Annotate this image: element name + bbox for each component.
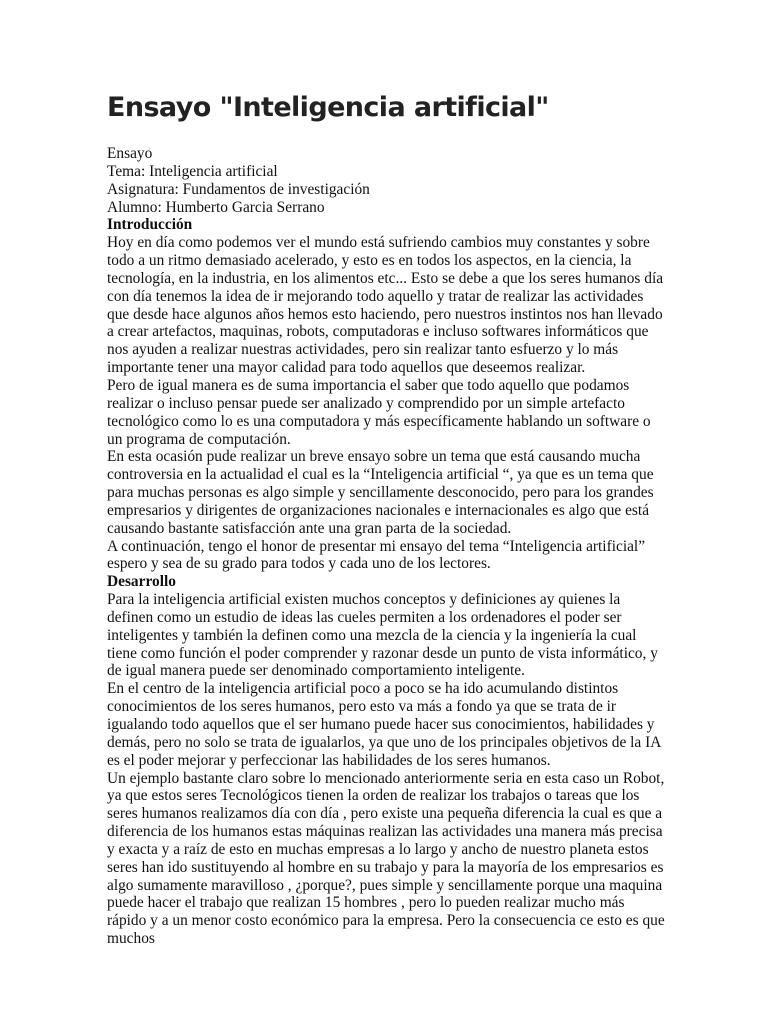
intro-paragraph: Pero de igual manera es de suma importancia el saber que todo aquello que podamos realizar o incluso pensar puede ser analizado y comprendido por un simple artefacto tecnológico como lo es una computadora y más específicamente hablando un software o un programa de computación.	[107, 376, 651, 448]
header-line-subject: Asignatura: Fundamentos de investigación	[107, 180, 370, 198]
intro-paragraph: A continuación, tengo el honor de presentar mi ensayo del tema “Inteligencia artificial” espero y sea de su grado para todos y cada uno de los lectores.	[107, 537, 646, 573]
section-heading-development: Desarrollo	[107, 573, 176, 591]
header-line-type: Ensayo	[107, 145, 153, 162]
header-line-student: Alumno: Humberto Garcia Serrano	[107, 198, 325, 216]
intro-paragraph: Hoy en día como podemos ver el mundo está sufriendo cambios muy constantes y sobre todo a un ritmo demasiado acelerado, y esto es en todos los aspectos, en la ciencia, la tecnología, en la industria, en los alimentos etc... Esto se debe a que los seres humanos día con día tenemos la idea de ir mejorando todo aquello y tratar de realizar las actividades que desde hace algunos años hemos esto haciendo, pero nuestros instintos nos han llevado a crear artefactos, maquinas, robots, computadoras e incluso softwares informáticos que nos ayuden a realizar nuestras actividades, pero sin realizar tanto esfuerzo y lo más importante tener una mayor calidad para todo aquellos que deseemos realizar.	[107, 234, 664, 377]
document-title: Ensayo "Inteligencia artificial"	[107, 92, 549, 123]
document-body	[107, 145, 667, 948]
section-heading-introduction: Introducción	[107, 216, 193, 234]
development-paragraph: En el centro de la inteligencia artificial poco a poco se ha ido acumulando distintos conocimientos de los seres humanos, pero esto va más a fondo ya que se trata de ir igualando todo aquellos que el ser humano puede hacer sus conocimientos, habilidades y demás, pero no solo se trata de igualarlos, ya que uno de los principales objetivos de la IA es el poder mejorar y perfeccionar las habilidades de los seres humanos.	[107, 680, 661, 769]
development-paragraph: Un ejemplo bastante claro sobre lo mencionado anteriormente seria en esta caso un Robot, ya que estos seres Tecnológicos tienen la orden de realizar los trabajos o tareas que los seres humanos realizamos día con día , pero existe una pequeña diferencia la cual es que a diferencia de los humanos estas máquinas realizan las actividades una manera más precisa y exacta y a raíz de esto en muchas empresas a lo largo y ancho de nuestro planeta estos seres han ido sustituyendo al hombre en su trabajo y para la mayoría de los empresarios es algo sumamente maravilloso , ¿porque?, pues simple y sencillamente porque una maquina puede hacer el trabajo que realizan 15 hombres , pero lo pueden realizar mucho más rápido y a un menor costo económico para la empresa. Pero la consecuencia ce esto es que muchos	[107, 769, 665, 948]
intro-paragraph: En esta ocasión pude realizar un breve ensayo sobre un tema que está causando mucha controversia en la actualidad el cual es la “Inteligencia artificial “, ya que es un tema que para muchas personas es algo simple y sencillamente desconocido, pero para los grandes empresarios y dirigentes de organizaciones nacionales e internacionales es algo que está causando bastante satisfacción ante una gran parta de la sociedad.	[107, 448, 654, 537]
development-paragraph: Para la inteligencia artificial existen muchos conceptos y definiciones ay quienes la definen como un estudio de ideas las cueles permiten a los ordenadores el poder ser inteligentes y también la definen como una mezcla de la ciencia y la ingeniería la cual tiene como función el poder comprender y razonar desde un punto de vista informático, y de igual manera puede ser denominado comportamiento inteligente.	[107, 591, 658, 680]
header-line-topic: Tema: Inteligencia artificial	[107, 162, 278, 180]
